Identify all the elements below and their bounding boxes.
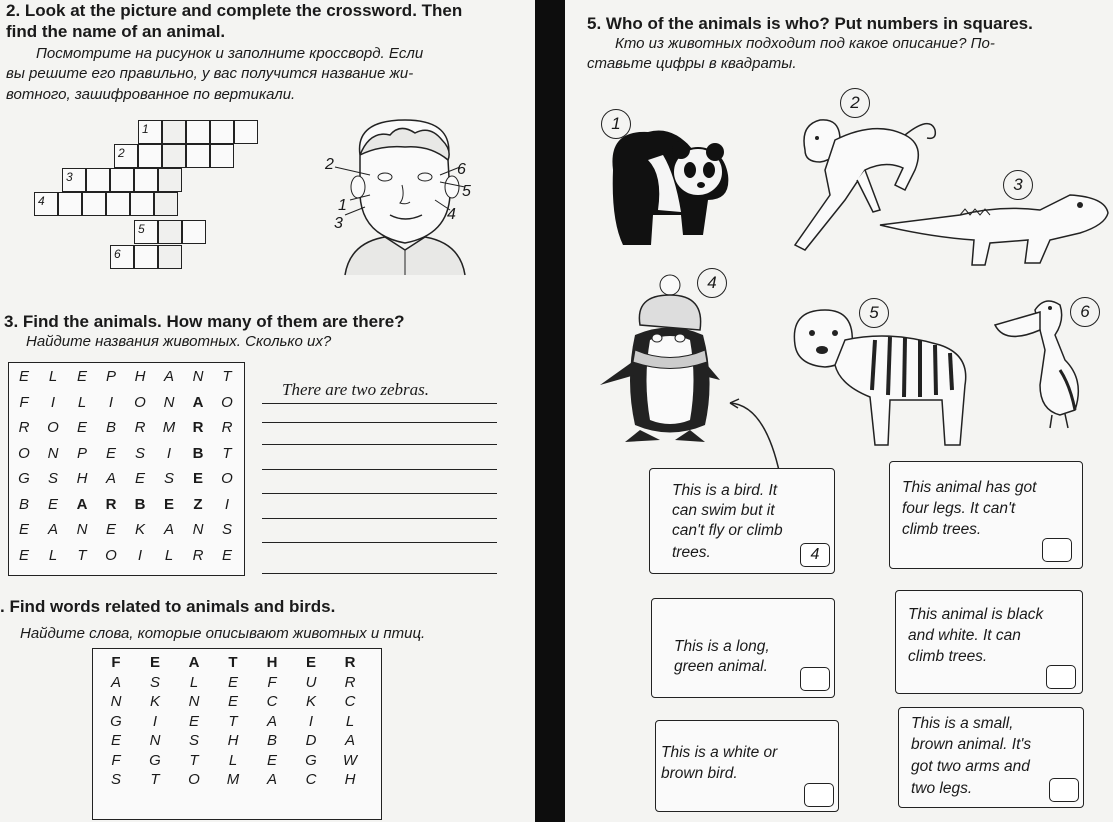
grid-letter[interactable]: Z (193, 495, 203, 513)
grid-letter[interactable]: E (266, 751, 277, 769)
crossword-cell[interactable] (158, 245, 182, 269)
grid-letter[interactable]: L (345, 712, 355, 730)
grid-letter[interactable]: I (166, 444, 172, 462)
grid-letter[interactable]: O (188, 771, 200, 788)
description-card-3 (651, 598, 835, 698)
grid-letter[interactable]: N (149, 732, 161, 749)
crossword-number-6: 6 (114, 247, 121, 261)
grid-letter[interactable]: S (221, 521, 232, 538)
description-card-5 (655, 720, 839, 812)
grid-letter[interactable]: E (163, 495, 174, 513)
description-card-6 (898, 707, 1084, 808)
card-1-line3: can't fly or climb (672, 522, 783, 539)
picture-label-1: 1 (338, 197, 347, 214)
crossword-cell[interactable] (158, 168, 182, 192)
picture-label-3: 3 (334, 215, 343, 232)
crossword-cell[interactable] (138, 120, 162, 144)
grid-letter[interactable]: E (105, 521, 116, 538)
card-5-line2: brown bird. (661, 765, 738, 782)
connector-arrow (725, 395, 785, 455)
card-6-line1: This is a small, (911, 715, 1014, 732)
task4-ru: Найдите слова, которые описывают животных и птиц. (20, 625, 426, 642)
crossword-cell[interactable] (158, 220, 182, 244)
grid-letter[interactable]: A (266, 712, 277, 730)
task5-ru-line1: Кто из животных подходит под какое описание? По- (615, 35, 995, 52)
grid-letter[interactable]: A (105, 470, 116, 487)
grid-letter[interactable]: E (18, 546, 29, 564)
grid-letter[interactable]: S (163, 470, 174, 487)
crossword-cell[interactable] (138, 144, 162, 168)
crossword-cell[interactable] (114, 144, 138, 168)
grid-letter[interactable]: P (76, 444, 87, 462)
crocodile-illustration (880, 185, 1110, 275)
grid-letter[interactable]: A (163, 521, 174, 538)
book-spine (535, 0, 565, 822)
crossword-number-3: 3 (66, 170, 73, 184)
grid-letter[interactable]: A (163, 368, 174, 385)
grid-letter[interactable]: E (18, 368, 29, 385)
grid-letter[interactable]: F (111, 654, 121, 671)
grid-letter[interactable]: G (305, 751, 317, 769)
card-1-line1: This is a bird. It (672, 482, 778, 499)
grid-letter[interactable]: N (188, 693, 200, 710)
crossword-cell[interactable] (234, 120, 258, 144)
answer-square-2[interactable] (1042, 538, 1072, 562)
task2-ru-line2: вы решите его правильно, у вас получится название жи- (6, 65, 414, 82)
card-6-line2: brown animal. It's (911, 736, 1032, 753)
answer-square-4[interactable] (1046, 665, 1076, 689)
grid-letter[interactable]: H (76, 470, 88, 487)
crossword-cell[interactable] (34, 192, 58, 216)
grid-letter[interactable]: T (222, 368, 232, 385)
card-1-line2: can swim but it (672, 502, 775, 519)
grid-letter[interactable]: G (149, 751, 161, 769)
grid-letter[interactable]: E (188, 712, 199, 730)
description-card-2 (889, 461, 1083, 569)
grid-letter[interactable]: R (344, 654, 356, 671)
grid-letter[interactable]: C (344, 693, 356, 710)
grid-letter[interactable]: E (47, 495, 58, 513)
grid-letter[interactable]: A (188, 654, 200, 671)
crossword-number-1: 1 (142, 122, 149, 136)
answer-square-6[interactable] (1049, 778, 1079, 802)
grid-letter[interactable]: N (192, 368, 204, 385)
grid-letter[interactable]: O (221, 470, 233, 487)
grid-letter[interactable]: S (110, 771, 121, 788)
card-2-line1: This animal has got (902, 479, 1037, 496)
grid-letter[interactable]: N (47, 444, 59, 462)
grid-letter[interactable]: E (76, 368, 87, 385)
animal-number-6: 6 (1070, 297, 1100, 327)
task2-ru-line1: Посмотрите на рисунок и заполните кроссворд. Если (36, 45, 424, 62)
animal-number-5: 5 (859, 298, 889, 328)
left-page (0, 0, 535, 822)
grid-letter[interactable]: R (134, 419, 146, 436)
grid-letter[interactable]: F (111, 751, 121, 769)
grid-letter[interactable]: N (163, 393, 175, 411)
task3-ru: Найдите названия животных. Сколько их? (26, 333, 332, 350)
grid-letter[interactable]: N (110, 693, 122, 710)
grid-letter[interactable]: I (224, 495, 230, 513)
grid-letter[interactable]: C (305, 771, 317, 788)
grid-letter[interactable]: C (266, 693, 278, 710)
crossword-cell[interactable] (134, 168, 158, 192)
grid-letter[interactable]: N (192, 521, 204, 538)
grid-letter[interactable]: E (192, 470, 203, 487)
picture-label-4: 4 (447, 206, 456, 223)
grid-letter[interactable]: R (18, 419, 30, 436)
grid-letter[interactable]: I (108, 393, 114, 411)
grid-letter[interactable]: E (227, 693, 238, 710)
grid-letter[interactable]: E (105, 444, 116, 462)
grid-letter[interactable]: D (305, 732, 317, 749)
grid-letter[interactable]: A (344, 732, 355, 749)
description-card-4 (895, 590, 1083, 694)
grid-letter[interactable]: L (164, 546, 174, 564)
task3-answer: There are two zebras. (282, 380, 430, 399)
crossword-number-2: 2 (118, 146, 125, 160)
task4-title: . Find words related to animals and birds. (0, 597, 336, 616)
grid-letter[interactable]: F (19, 393, 29, 411)
answer-square-1[interactable]: 4 (800, 543, 830, 567)
tiger-illustration (780, 305, 980, 455)
crossword-cell[interactable] (134, 245, 158, 269)
grid-letter[interactable]: L (189, 673, 199, 691)
answer-line[interactable] (262, 518, 497, 519)
crossword-cell[interactable] (154, 192, 178, 216)
picture-label-2: 2 (325, 156, 334, 173)
grid-letter[interactable]: G (18, 470, 30, 487)
grid-letter[interactable]: S (149, 673, 160, 691)
crossword-cell[interactable] (182, 220, 206, 244)
answer-line[interactable] (262, 444, 497, 445)
answer-line[interactable] (262, 469, 497, 470)
grid-letter[interactable]: E (134, 470, 145, 487)
card-6-line3: got two arms and (911, 758, 1030, 775)
grid-letter[interactable]: G (110, 712, 122, 730)
panda-illustration (603, 120, 733, 250)
card-4-line1: This animal is black (908, 606, 1044, 623)
grid-letter[interactable]: I (152, 712, 158, 730)
grid-letter[interactable]: R (221, 419, 233, 436)
grid-letter[interactable]: A (110, 673, 121, 691)
crossword-cell[interactable] (62, 168, 86, 192)
animal-number-3: 3 (1003, 170, 1033, 200)
card-2-line3: climb trees. (902, 521, 982, 538)
card-3-line1: This is a long, (674, 638, 770, 655)
grid-letter[interactable]: F (267, 673, 277, 691)
crossword-cell[interactable] (186, 144, 210, 168)
crossword-cell[interactable] (130, 192, 154, 216)
grid-letter[interactable]: A (192, 393, 204, 411)
grid-letter[interactable]: E (76, 419, 87, 436)
grid-letter[interactable]: L (48, 368, 58, 385)
penguin-illustration (595, 270, 725, 450)
grid-letter[interactable]: R (192, 546, 204, 564)
grid-letter[interactable]: T (228, 712, 238, 730)
crossword-cell[interactable] (110, 168, 134, 192)
boy-face-illustration (330, 115, 480, 275)
animal-number-2: 2 (840, 88, 870, 118)
task5-ru-line2: ставьте цифры в квадраты. (587, 55, 797, 72)
card-4-line3: climb trees. (908, 648, 988, 665)
grid-letter[interactable]: S (47, 470, 58, 487)
card-6-line4: two legs. (911, 780, 973, 797)
grid-letter[interactable]: N (76, 521, 88, 538)
picture-label-6: 6 (457, 161, 466, 178)
grid-letter[interactable]: H (134, 368, 146, 385)
card-1-line4: trees. (672, 544, 711, 561)
card-3-line2: green animal. (674, 658, 768, 675)
right-page (565, 0, 1113, 822)
grid-letter[interactable]: U (305, 673, 317, 691)
grid-letter[interactable]: E (305, 654, 316, 671)
grid-letter[interactable]: L (48, 546, 58, 564)
grid-letter[interactable]: R (344, 673, 356, 691)
grid-letter[interactable]: S (188, 732, 199, 749)
animal-number-1: 1 (601, 109, 631, 139)
grid-letter[interactable]: S (134, 444, 145, 462)
card-5-line1: This is a white or (661, 744, 778, 761)
grid-letter[interactable]: E (221, 546, 232, 564)
grid-letter[interactable]: H (266, 654, 278, 671)
grid-letter[interactable]: B (192, 444, 204, 462)
answer-line[interactable] (262, 493, 497, 494)
card-2-line2: four legs. It can't (902, 500, 1016, 517)
crossword-cell[interactable] (110, 245, 134, 269)
grid-letter[interactable]: E (110, 732, 121, 749)
crossword-cell[interactable] (210, 120, 234, 144)
task3-title: 3. Find the animals. How many of them are there? (4, 312, 405, 331)
task2-title-line2: find the name of an animal. (6, 22, 226, 41)
answer-line[interactable] (262, 403, 497, 404)
grid-letter[interactable]: I (308, 712, 314, 730)
answer-square-5[interactable] (804, 783, 834, 807)
grid-letter[interactable]: K (134, 521, 145, 538)
grid-letter[interactable]: R (105, 495, 117, 513)
picture-label-5: 5 (462, 183, 471, 200)
grid-letter[interactable]: R (192, 419, 204, 436)
grid-letter[interactable]: I (50, 393, 56, 411)
grid-letter[interactable]: B (105, 419, 116, 436)
grid-letter[interactable]: T (150, 771, 160, 788)
grid-letter[interactable]: O (221, 393, 233, 411)
grid-letter[interactable]: T (189, 751, 199, 769)
grid-letter[interactable]: M (162, 419, 176, 436)
grid-letter[interactable]: H (227, 732, 239, 749)
grid-letter[interactable]: W (342, 751, 358, 769)
answer-square-3[interactable] (800, 667, 830, 691)
crossword-cell[interactable] (162, 120, 186, 144)
grid-letter[interactable]: P (105, 368, 116, 385)
task2-ru-line3: вотного, зашифрованное по вертикали. (6, 86, 296, 103)
task5-title: 5. Who of the animals is who? Put numbers in squares. (587, 14, 1033, 33)
grid-letter[interactable]: T (77, 546, 87, 564)
description-card-1 (649, 468, 835, 574)
grid-letter[interactable]: A (76, 495, 88, 513)
crossword-cell[interactable] (162, 144, 186, 168)
grid-letter[interactable]: A (266, 771, 277, 788)
grid-letter[interactable]: T (222, 444, 232, 462)
answer-line[interactable] (262, 573, 497, 574)
grid-letter[interactable]: K (305, 693, 316, 710)
grid-letter[interactable]: O (47, 419, 59, 436)
crossword-cell[interactable] (86, 168, 110, 192)
crossword-cell[interactable] (82, 192, 106, 216)
grid-letter[interactable]: M (226, 771, 240, 788)
answer-line[interactable] (262, 542, 497, 543)
grid-letter[interactable]: B (266, 732, 277, 749)
grid-letter[interactable]: O (18, 444, 30, 462)
crossword-cell[interactable] (210, 144, 234, 168)
card-4-line2: and white. It can (908, 627, 1021, 644)
grid-letter[interactable]: H (344, 771, 356, 788)
answer-line[interactable] (262, 422, 497, 423)
grid-letter[interactable]: O (105, 546, 117, 564)
grid-letter[interactable]: K (149, 693, 160, 710)
grid-letter[interactable]: E (149, 654, 160, 671)
grid-letter[interactable]: E (227, 673, 238, 691)
crossword-cell[interactable] (186, 120, 210, 144)
grid-letter[interactable]: B (134, 495, 146, 513)
grid-letter[interactable]: E (18, 521, 29, 538)
grid-letter[interactable]: A (47, 521, 58, 538)
grid-letter[interactable]: I (137, 546, 143, 564)
crossword-cell[interactable] (58, 192, 82, 216)
grid-letter[interactable]: O (134, 393, 146, 411)
crossword-number-4: 4 (38, 194, 45, 208)
grid-letter[interactable]: L (228, 751, 238, 769)
grid-letter[interactable]: T (228, 654, 238, 671)
grid-letter[interactable]: B (18, 495, 29, 513)
crossword-cell[interactable] (134, 220, 158, 244)
grid-letter[interactable]: L (77, 393, 87, 411)
animal-number-4: 4 (697, 268, 727, 298)
crossword-cell[interactable] (106, 192, 130, 216)
task2-title-line1: 2. Look at the picture and complete the crossword. Then (6, 1, 463, 20)
crossword-number-5: 5 (138, 222, 145, 236)
